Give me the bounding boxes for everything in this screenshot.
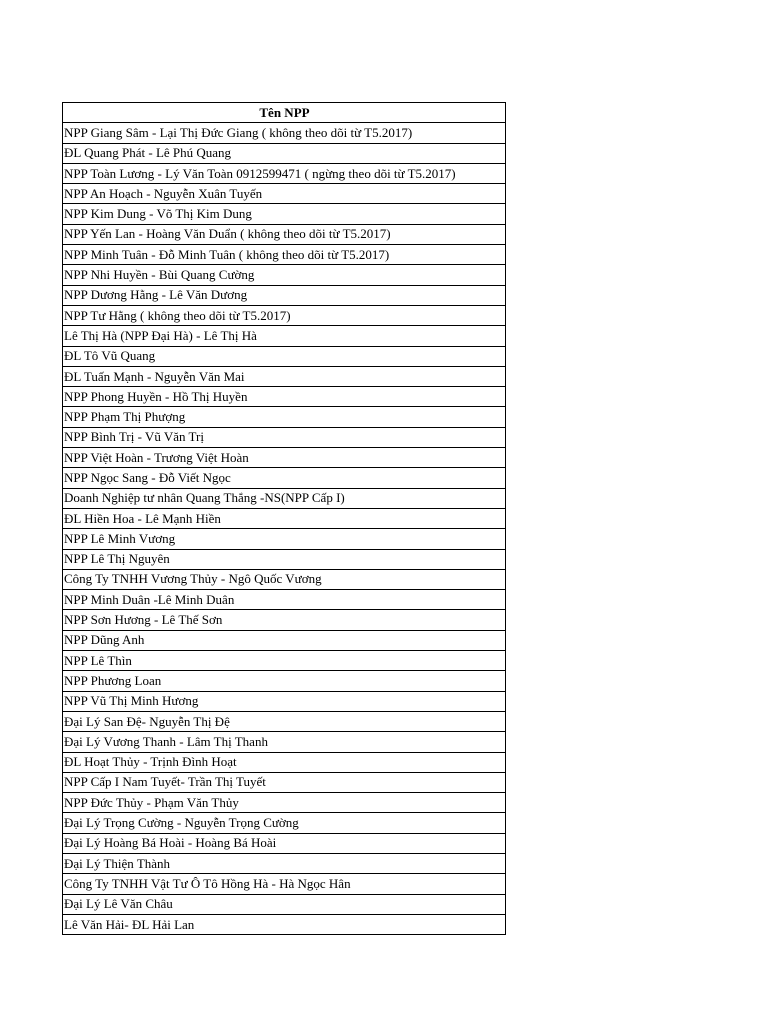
table-row: [63, 610, 506, 630]
table-cell-ten-npp: Đại Lý San Đệ- Nguyễn Thị Đệ: [63, 711, 506, 731]
table-row: [63, 651, 506, 671]
table-cell-ten-npp: NPP Phong Huyền - Hồ Thị Huyền: [63, 387, 506, 407]
table-row: [63, 833, 506, 853]
table-row: [63, 123, 506, 143]
table-cell-ten-npp: Lê Thị Hà (NPP Đại Hà) - Lê Thị Hà: [63, 326, 506, 346]
table-row: [63, 204, 506, 224]
table-row: [63, 590, 506, 610]
table-cell-ten-npp: NPP Cấp I Nam Tuyết- Trần Thị Tuyết: [63, 772, 506, 792]
table-cell-ten-npp: NPP Việt Hoàn - Trương Việt Hoàn: [63, 448, 506, 468]
table-cell-ten-npp: Đại Lý Vương Thanh - Lâm Thị Thanh: [63, 732, 506, 752]
table-row: [63, 914, 506, 934]
table-cell-ten-npp: ĐL Hoạt Thủy - Trịnh Đình Hoạt: [63, 752, 506, 772]
table-row: [63, 752, 506, 772]
table-row: [63, 488, 506, 508]
npp-table: [62, 102, 506, 935]
table-row: [63, 427, 506, 447]
table-row: [63, 245, 506, 265]
table-cell-ten-npp: NPP Kim Dung - Võ Thị Kim Dung: [63, 204, 506, 224]
table-row: [63, 387, 506, 407]
table-row: [63, 508, 506, 528]
table-cell-ten-npp: NPP Sơn Hương - Lê Thế Sơn: [63, 610, 506, 630]
table-row: [63, 305, 506, 325]
table-cell-ten-npp: NPP Bình Trị - Vũ Văn Trị: [63, 427, 506, 447]
table-row: [63, 813, 506, 833]
table-cell-ten-npp: ĐL Quang Phát - Lê Phú Quang: [63, 143, 506, 163]
table-row: [63, 772, 506, 792]
table-body: [63, 123, 506, 935]
table-cell-ten-npp: NPP Lê Thị Nguyên: [63, 549, 506, 569]
table-row: [63, 468, 506, 488]
table-row: [63, 285, 506, 305]
table-row: [63, 448, 506, 468]
table-cell-ten-npp: NPP Toàn Lương - Lý Văn Toàn 0912599471 ( ngừng theo dõi từ T5.2017): [63, 163, 506, 183]
table-row: [63, 529, 506, 549]
table-row: [63, 346, 506, 366]
table-cell-ten-npp: ĐL Tuấn Mạnh - Nguyễn Văn Mai: [63, 366, 506, 386]
table-cell-ten-npp: NPP Lê Minh Vương: [63, 529, 506, 549]
table-cell-ten-npp: Công Ty TNHH Vương Thủy - Ngô Quốc Vương: [63, 569, 506, 589]
table-cell-ten-npp: Doanh Nghiệp tư nhân Quang Thắng -NS(NPP Cấp I): [63, 488, 506, 508]
table-cell-ten-npp: Đại Lý Trọng Cường - Nguyễn Trọng Cường: [63, 813, 506, 833]
table-cell-ten-npp: NPP Tư Hằng ( không theo dõi từ T5.2017): [63, 305, 506, 325]
table-cell-ten-npp: NPP Lê Thìn: [63, 651, 506, 671]
table-cell-ten-npp: Đại Lý Thiện Thành: [63, 853, 506, 873]
table-row: [63, 224, 506, 244]
table-row: [63, 407, 506, 427]
table-cell-ten-npp: ĐL Hiền Hoa - Lê Mạnh Hiền: [63, 508, 506, 528]
table-row: [63, 184, 506, 204]
table-cell-ten-npp: NPP Dương Hằng - Lê Văn Dương: [63, 285, 506, 305]
table-row: [63, 793, 506, 813]
table-row: [63, 630, 506, 650]
column-header-ten-npp: Tên NPP: [63, 103, 506, 123]
table-cell-ten-npp: NPP Phạm Thị Phượng: [63, 407, 506, 427]
table-cell-ten-npp: NPP Phương Loan: [63, 671, 506, 691]
table-cell-ten-npp: NPP Giang Sâm - Lại Thị Đức Giang ( không theo dõi từ T5.2017): [63, 123, 506, 143]
table-cell-ten-npp: Đại Lý Lê Văn Châu: [63, 894, 506, 914]
table-row: [63, 366, 506, 386]
table-row: [63, 671, 506, 691]
table-row: [63, 894, 506, 914]
table-row: [63, 691, 506, 711]
table-cell-ten-npp: NPP An Hoạch - Nguyễn Xuân Tuyến: [63, 184, 506, 204]
table-row: [63, 874, 506, 894]
table-row: [63, 569, 506, 589]
table-cell-ten-npp: Lê Văn Hải- ĐL Hải Lan: [63, 914, 506, 934]
table-row: [63, 711, 506, 731]
table-cell-ten-npp: NPP Vũ Thị Minh Hương: [63, 691, 506, 711]
table-row: [63, 853, 506, 873]
header-row: [63, 103, 506, 123]
table-cell-ten-npp: ĐL Tô Vũ Quang: [63, 346, 506, 366]
table-cell-ten-npp: NPP Minh Duân -Lê Minh Duân: [63, 590, 506, 610]
table-cell-ten-npp: NPP Nhi Huyền - Bùi Quang Cường: [63, 265, 506, 285]
table-row: [63, 549, 506, 569]
table-row: [63, 732, 506, 752]
table-row: [63, 265, 506, 285]
table-cell-ten-npp: NPP Dũng Anh: [63, 630, 506, 650]
table-row: [63, 163, 506, 183]
table-row: [63, 326, 506, 346]
table-cell-ten-npp: NPP Đức Thủy - Phạm Văn Thủy: [63, 793, 506, 813]
table-cell-ten-npp: Đại Lý Hoàng Bá Hoài - Hoàng Bá Hoài: [63, 833, 506, 853]
table-row: [63, 143, 506, 163]
table-cell-ten-npp: NPP Yến Lan - Hoàng Văn Duẩn ( không theo dõi từ T5.2017): [63, 224, 506, 244]
table-cell-ten-npp: NPP Minh Tuân - Đỗ Minh Tuân ( không theo dõi từ T5.2017): [63, 245, 506, 265]
table-cell-ten-npp: Công Ty TNHH Vật Tư Ô Tô Hồng Hà - Hà Ngọc Hân: [63, 874, 506, 894]
table-cell-ten-npp: NPP Ngọc Sang - Đỗ Viết Ngọc: [63, 468, 506, 488]
